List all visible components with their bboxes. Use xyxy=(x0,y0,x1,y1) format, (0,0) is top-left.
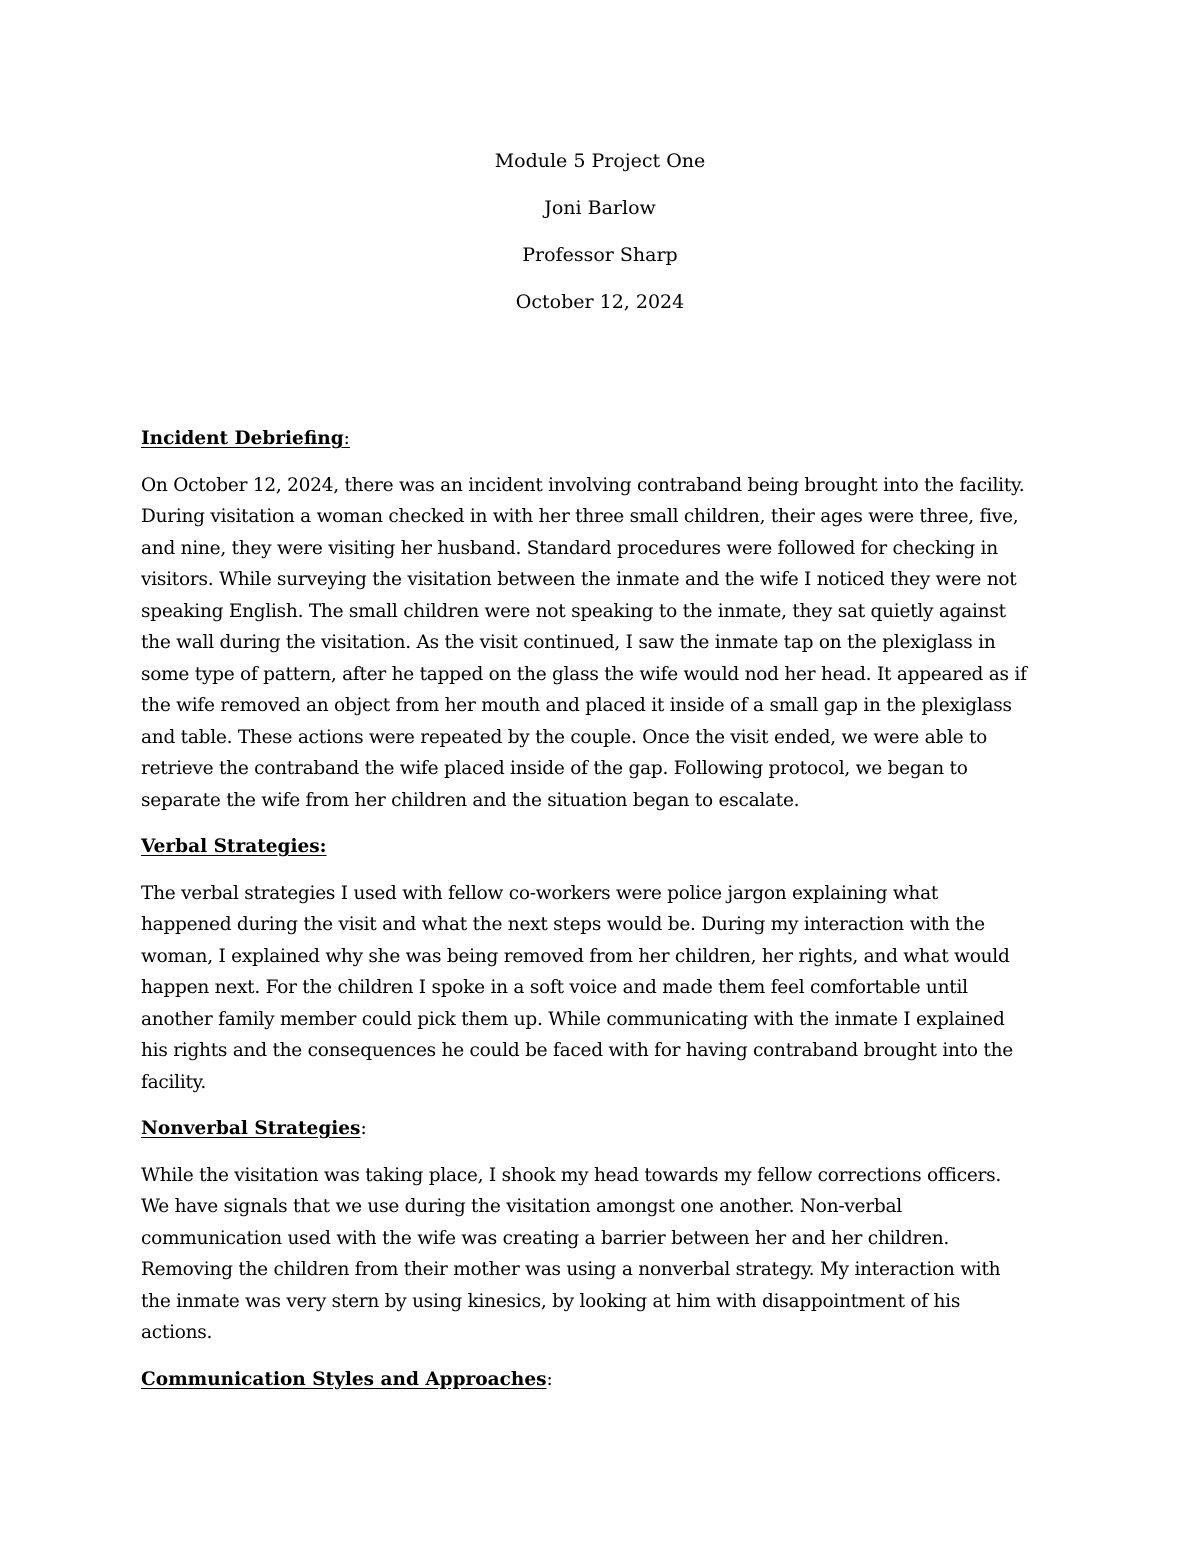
document-title: Module 5 Project One xyxy=(494,150,706,172)
section-heading-punctuation: : xyxy=(546,1368,553,1390)
instructor-name: Professor Sharp xyxy=(522,244,678,266)
paragraph-incident-debriefing xyxy=(141,470,1081,817)
paragraph-line: During visitation a woman checked in with her three small children, their ages were three, five, xyxy=(141,506,1019,527)
section-heading-punctuation: : xyxy=(343,428,350,449)
paragraph-line: the inmate was very stern by using kinesics, by looking at him with disappointment of his xyxy=(141,1290,961,1312)
paragraph-nonverbal-strategies xyxy=(141,1160,1081,1349)
paragraph-line: another family member could pick them up. While communicating with the inmate I explained xyxy=(141,1008,1005,1030)
paragraph-line: happened during the visit and what the next steps would be. During my interaction with the xyxy=(141,914,985,935)
section-heading-verbal-strategies xyxy=(141,831,1081,863)
title-block xyxy=(0,138,1200,326)
paragraph-line: retrieve the contraband the wife placed inside of the gap. Following protocol, we began to xyxy=(141,758,968,779)
paragraph-line: We have signals that we use during the visitation amongst one another. Non-verbal xyxy=(141,1196,902,1217)
section-heading-text: Verbal Strategies: xyxy=(141,836,327,857)
paragraph-line: On October 12, 2024, there was an incident involving contraband being brought into the facility. xyxy=(141,474,1025,496)
paragraph-line: The verbal strategies I used with fellow co-workers were police jargon explaining what xyxy=(141,882,939,904)
section-heading-punctuation: : xyxy=(360,1118,367,1139)
paragraph-line: and nine, they were visiting her husband. Standard procedures were followed for checking in xyxy=(141,537,998,559)
section-heading-text: Nonverbal Strategies xyxy=(141,1118,361,1139)
paragraph-line: visitors. While surveying the visitation between the inmate and the wife I noticed they were not xyxy=(141,569,1017,590)
document-date: October 12, 2024 xyxy=(515,291,685,313)
paragraph-line: facility. xyxy=(141,1071,207,1093)
paragraph-line: woman, I explained why she was being removed from her children, her rights, and what would xyxy=(141,945,1010,967)
section-heading-text: Communication Styles and Approaches xyxy=(141,1368,547,1390)
section-heading-nonverbal-strategies xyxy=(141,1113,1081,1145)
paragraph-line: speaking English. The small children were not speaking to the inmate, they sat quietly against xyxy=(141,600,1006,622)
paragraph-line: happen next. For the children I spoke in a soft voice and made them feel comfortable until xyxy=(141,977,968,998)
section-heading-incident-debriefing xyxy=(141,423,1081,455)
paragraph-verbal-strategies xyxy=(141,878,1081,1099)
paragraph-line: his rights and the consequences he could be faced with for having contraband brought into the xyxy=(141,1040,1013,1061)
paragraph-line: and table. These actions were repeated by the couple. Once the visit ended, we were able to xyxy=(141,726,988,748)
paragraph-line: the wall during the visitation. As the visit continued, I saw the inmate tap on the plexiglass in xyxy=(141,632,996,653)
paragraph-line: While the visitation was taking place, I shook my head towards my fellow corrections officers. xyxy=(141,1164,1001,1186)
section-heading-text: Incident Debriefing xyxy=(141,428,344,449)
paragraph-line: communication used with the wife was creating a barrier between her and her children. xyxy=(141,1227,950,1249)
document-body xyxy=(141,423,1081,1410)
paragraph-line: some type of pattern, after he tapped on the glass the wife would nod her head. It appeared as if xyxy=(141,663,1027,685)
paragraph-line: Removing the children from their mother was using a nonverbal strategy. My interaction with xyxy=(141,1259,1001,1280)
section-heading-communication-styles xyxy=(141,1364,1081,1396)
paragraph-line: the wife removed an object from her mouth and placed it inside of a small gap in the plexiglass xyxy=(141,695,1012,716)
paragraph-line: separate the wife from her children and the situation began to escalate. xyxy=(141,789,800,811)
author-name: Joni Barlow xyxy=(544,197,656,219)
paragraph-line: actions. xyxy=(141,1322,213,1343)
